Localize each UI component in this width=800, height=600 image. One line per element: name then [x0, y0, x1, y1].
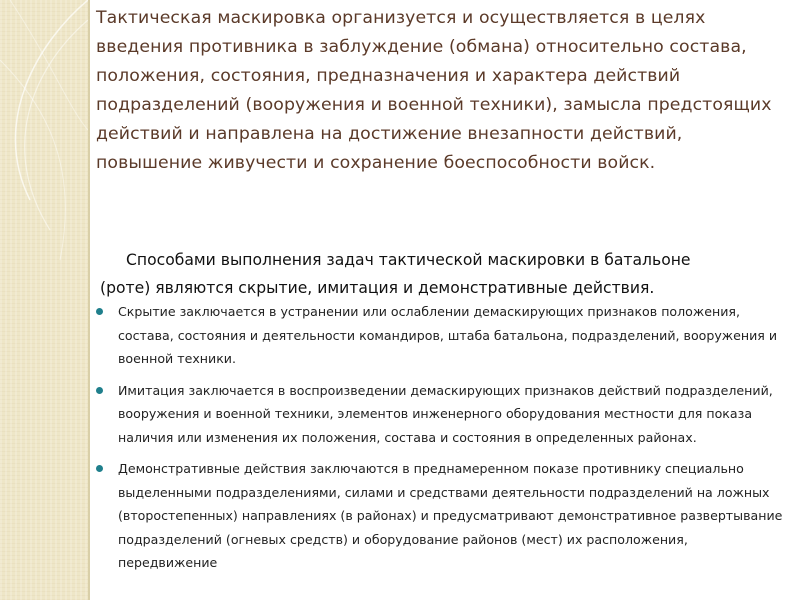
bullet-marker-icon: [96, 308, 103, 315]
list-item-text: Скрытие заключается в устранении или ослаблении демаскирующих признаков положения, состава, состояния и деятельности командиров, штаба батальона, подразделений, вооружения и военной техники.: [118, 304, 778, 366]
list-item-text: Имитация заключается в воспроизведении демаскирующих признаков действий подразделений, вооружения и военной техники, элементов инженерного оборудования местности для показа наличия или изменения их положения, состава и состояния в определенных районах.: [118, 382, 773, 445]
decorative-curves: [0, 0, 88, 600]
methods-list: [96, 300, 786, 583]
list-item-imitation: [96, 379, 786, 450]
lead-line-1: Способами выполнения задач тактической маскировки в батальоне: [126, 251, 691, 269]
intro-paragraph: Тактическая маскировка организуется и осуществляется в целях введения противника в заблуждение (обмана) относительно состава, положения, состояния, предназначения и характера действий подразделений (вооружения и военной техники), замысла предстоящих действий и направлена на достижение внезапности действий, повышение живучести и сохранение боеспособности войск.: [96, 8, 772, 173]
list-item-demonstration: [96, 457, 786, 575]
bullet-marker-icon: [96, 387, 103, 394]
lead-paragraph: [100, 246, 790, 302]
decorative-side-band: [0, 0, 88, 600]
vertical-divider: [88, 0, 90, 600]
list-item-concealment: [96, 300, 786, 371]
slide-content: [96, 0, 796, 600]
lead-line-2: (роте) являются скрытие, имитация и демонстративные действия.: [100, 279, 655, 297]
bullet-marker-icon: [96, 465, 103, 472]
list-item-text: Демонстративные действия заключаются в преднамеренном показе противнику специально выделенными подразделениями, силами и средствами деятельности подразделений на ложных (второстепенных) направлениях (в районах) и предусматривают демонстративное развертывание подразделений (огневых средств) и оборудование районов (мест) их расположения, передвижение: [118, 461, 783, 570]
